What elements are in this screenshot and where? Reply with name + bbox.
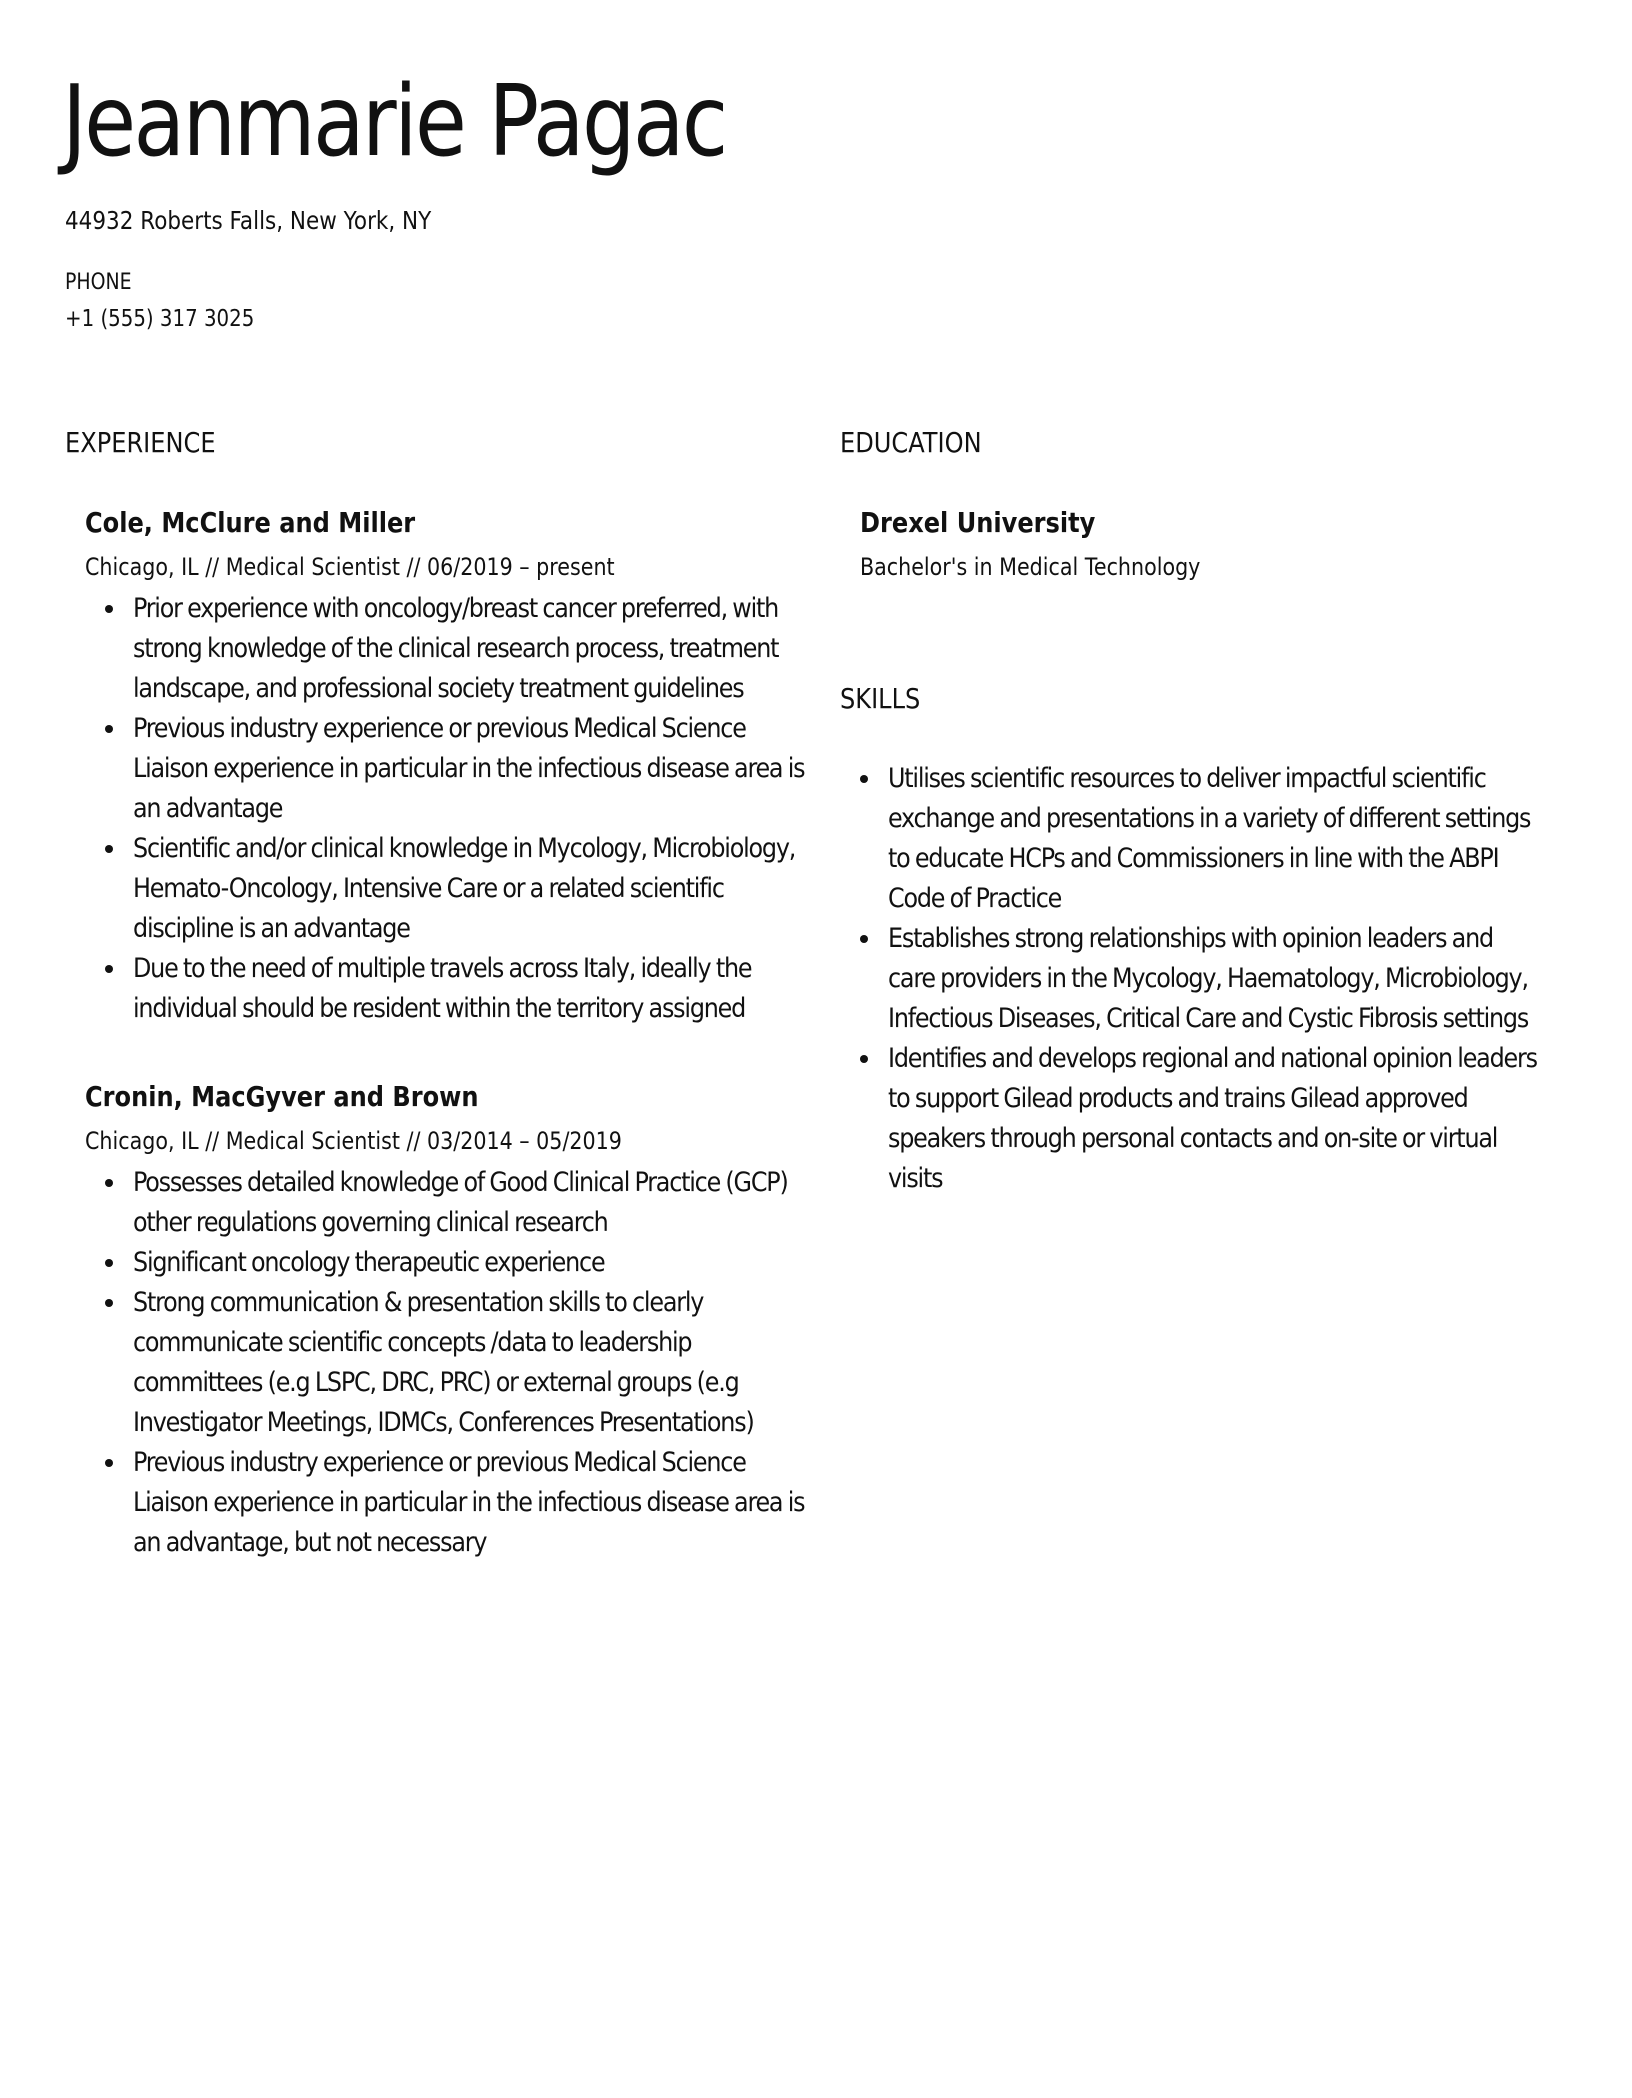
list-item: Previous industry experience or previous Medical Science Liaison experience in particular in the infectious disease area is an advantage xyxy=(85,709,785,829)
skills-title: SKILLS xyxy=(840,682,921,715)
responsibility-list xyxy=(85,589,805,1029)
list-item: Previous industry experience or previous Medical Science Liaison experience in particular in the infectious disease area is an advantage, but not necessary xyxy=(85,1443,785,1563)
phone-number: +1 (555) 317 3025 xyxy=(65,306,255,332)
list-item: Significant oncology therapeutic experience xyxy=(85,1243,785,1283)
list-item: Possesses detailed knowledge of Good Clinical Practice (GCP) other regulations governing clinical research xyxy=(85,1163,785,1243)
bullet-icon xyxy=(860,775,868,783)
skills-list xyxy=(840,759,1570,1199)
list-item: Due to the need of multiple travels across Italy, ideally the individual should be resident within the territory assigned xyxy=(85,949,785,1029)
list-item: Identifies and develops regional and national opinion leaders to support Gilead products and trains Gilead approved speakers through personal contacts and on-site or virtual visits xyxy=(840,1039,1570,1199)
bullet-icon xyxy=(105,845,113,853)
experience-title: EXPERIENCE xyxy=(65,426,216,459)
right-column xyxy=(840,425,1570,1199)
degree: Bachelor's in Medical Technology xyxy=(860,553,1201,581)
bullet-icon xyxy=(105,1459,113,1467)
phone-label: PHONE xyxy=(65,270,132,295)
job-meta: Chicago, IL // Medical Scientist // 06/2019 – present xyxy=(85,553,615,581)
school-name: Drexel University xyxy=(860,506,1096,539)
job-meta: Chicago, IL // Medical Scientist // 03/2014 – 05/2019 xyxy=(85,1127,622,1155)
experience-section xyxy=(65,425,805,1563)
bullet-icon xyxy=(105,605,113,613)
bullet-icon xyxy=(105,725,113,733)
list-item: Strong communication & presentation skills to clearly communicate scientific concepts /data to leadership committees (e.g LSPC, DRC, PRC) or external groups (e.g Investigator Meetings, IDMCs, Conferences Presentations) xyxy=(85,1283,785,1443)
candidate-name: Jeanmarie Pagac xyxy=(62,65,726,179)
education-title: EDUCATION xyxy=(840,426,982,459)
experience-entry xyxy=(85,505,805,1029)
address: 44932 Roberts Falls, New York, NY xyxy=(65,206,432,235)
bullet-icon xyxy=(860,935,868,943)
responsibility-list xyxy=(85,1163,805,1563)
list-item: Establishes strong relationships with opinion leaders and care providers in the Mycology, Haematology, Microbiology, Infectious Diseases, Critical Care and Cystic Fibrosis settings xyxy=(840,919,1570,1039)
bullet-icon xyxy=(105,1259,113,1267)
bullet-icon xyxy=(860,1055,868,1063)
list-item: Utilises scientific resources to deliver impactful scientific exchange and presentations in a variety of different settings to educate HCPs and Commissioners in line with the ABPI Code of Practice xyxy=(840,759,1570,919)
list-item: Prior experience with oncology/breast cancer preferred, with strong knowledge of the clinical research process, treatment landscape, and professional society treatment guidelines xyxy=(85,589,785,709)
bullet-icon xyxy=(105,965,113,973)
education-entry xyxy=(860,505,1570,583)
experience-entry xyxy=(85,1079,805,1563)
bullet-icon xyxy=(105,1179,113,1187)
list-item: Scientific and/or clinical knowledge in Mycology, Microbiology, Hemato-Oncology, Intensive Care or a related scientific discipline is an advantage xyxy=(85,829,785,949)
bullet-icon xyxy=(105,1299,113,1307)
company-name: Cole, McClure and Miller xyxy=(85,506,416,539)
company-name: Cronin, MacGyver and Brown xyxy=(85,1080,479,1113)
